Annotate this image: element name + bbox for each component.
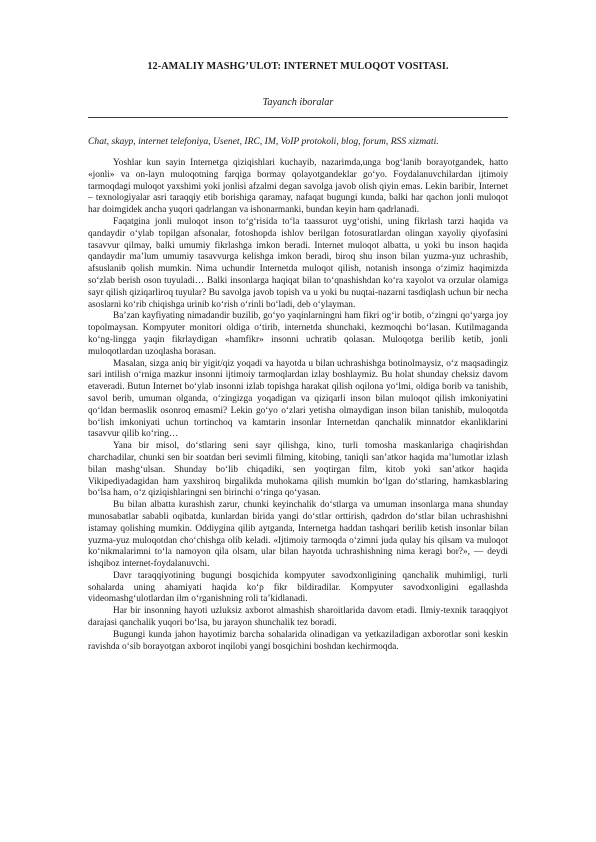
body-text (88, 158, 508, 653)
paragraph: Faqatgina jonli muloqot inson to‘g‘risida to‘la taassurot uyg‘otishi, uning fikrlash tarzi haqida va qandaydir o‘ylab topilgan afsonalar, fotoshopda ishlov berilgan fotosuratlardan olingan xayoliy qiyofasini tasavvur qilmay, balki umumiy fikrlashga imkon beradi. Internet muloqot albatta, u yoki bu inson haqida qandaydir ma’lum umumiy tasavvurga kelishga imkon beradi, biroq shu inson bilan yuzma-yuz uchrashib, afsuslanib qolish mumkin. Nima uchundir Internetda muloqot qilish, notanish insonga o‘zimiz haqimizda so‘zlab berish oson tuyuladi… Balki insonlarga haqiqat bilan to‘qnashishdan ko‘ra xayolot va orzular olamiga sayr qilish qiziqarliroq tuyular? Bu savolga javob topish va u yoki bu nuqtai-nazarni tasdiqlash uchun bir necha asoslarni ko‘rib chiqishga urinib ko‘rish o‘rinli bo‘ladi, deb o‘ylayman. (88, 216, 508, 310)
paragraph: Yana bir misol, do‘stlaring seni sayr qilishga, kino, turli tomosha maskanlariga chaqirishdan charchadilar, chunki sen bir soatdan beri sevimli filming, kitobing, taniqli san’atkor haqida ma’lumotlar izlash bilan mashg‘ulsan. Shunday bo‘lib chiqadiki, sen yoqtirgan film, kitob yoki san’atkor haqida Vikipediyadagidan ham yaxshiroq birgalikda muhokama qilish mumkin bo‘lgan do‘stlaring, hamkasblaring bo‘lsa ham, o‘z qiziqishlaringni sen birinchi o‘ringa qo‘yasan. (88, 441, 508, 499)
paragraph: Bu bilan albatta kurashish zarur, chunki keyinchalik do‘stlarga va umuman insonlarga mana shunday munosabatlar sababli oqibatda, kunlardan birida yangi do‘stlar orttirish, qadrdon do‘stlar bilan uchrashishni istamay qolishing mumkin. Oddiygina qilib aytganda, Internetga haddan tashqari berilib ketish insonlar bilan yuzma-yuz muloqotdan cho‘chishga olib keladi. «Ijtimoiy tarmoqda o‘zimni juda qulay his qilsam va muloqot ko‘nikmalarimni to‘la namoyon qila olsam, ular bilan hayotda uchrashishning nima keragi bor?», — deydi ishqiboz internet-foydalanuvchi. (88, 500, 508, 570)
page-title: 12-AMALIY MASHG’ULOT: INTERNET MULOQOT VOSITASI. (147, 61, 449, 72)
paragraph: Masalan, sizga aniq bir yigit/qiz yoqadi va hayotda u bilan uchrashishga botinolmaysiz, o‘z maqsadingiz sari intilish o‘rniga mazkur insonni ijtimoiy tarmoqlardan izlay boshlaymiz. Bu holat shunday cheksiz davom etaveradi. Butun Internet bo‘ylab insonni izlab topishga harakat qilish oqilona yo‘lmi, oldiga borib va tanishib, savol berib, umuman olganda, o‘zingizga yoqadigan va qiziqarli inson bilan muloqot qilish imkoniyatini qo‘ldan bermaslik osonroq emasmi? Lekin go‘yo o‘zlari yetisha olmaydigan inson bilan tanishib, muloqotda bo‘lish imkoniyati uchun tortinchoq va kamtarin insonlar Internetdan qanchalik minnatdor ekanliklarini tasavvur qilib ko‘ring… (88, 358, 508, 440)
paragraph: Har bir insonning hayoti uzluksiz axborot almashish sharoitlarida davom etadi. Ilmiy-texnik taraqqiyot darajasi qanchalik yuqori bo‘lsa, bu jarayon shunchalik tez boradi. (88, 606, 508, 629)
keywords-line: Chat, skayp, internet telefoniya, Usenet, IRC, IM, VoIP protokoli, blog, forum, RSS xizmati. (88, 136, 439, 147)
paragraph: Davr taraqqiyotining bugungi bosqichida kompyuter savodxonligining qanchalik muhimligi, turli sohalarda uning ahamiyati haqida ko‘p fikr bildiradilar. Kompyuter savodxonligini egallashda videomashg‘ulotlardan ilm o‘rganishning roli ta’kidlanadi. (88, 570, 508, 605)
paragraph: Ba’zan kayfiyating nimadandir buzilib, go‘yo yaqinlarningni ham fikri og‘ir botib, o‘zingni qo‘yarga joy topolmaysan. Kompyuter monitori oldiga o‘tirib, internetda shunchaki, kezmoqchi bo‘lasan. Kutilmaganda ko‘ng-lingga yaqin fikrlaydigan «hamfikr» insonni uchratib qolasan. Muloqotga berilib ketib, jonli muloqotlardan uzoqlasha borasan. (88, 311, 508, 357)
paragraph: Bugungi kunda jahon hayotimiz barcha sohalarida olinadigan va yetkaziladigan axborotlar soni keskin ravishda o‘sib borayotgan axborot inqilobi yangi bosqichini boshdan kechirmoqda. (88, 629, 508, 652)
section-subtitle: Tayanch iboralar (262, 97, 334, 108)
horizontal-rule (88, 117, 508, 118)
paragraph: Yoshlar kun sayin Internetga qiziqishlari kuchayib, nazarimda,unga bog‘lanib borayotgandek, hatto «jonli» va on-layn muloqotning farqiga bormay qolayotgandeklar go‘yo. Foydalanuvchilardan ijtimoiy tarmoqdagi muloqot yaxshimi yoki jonlisi afzalmi degan savolga javob olish qiyin emas. Lekin baribir, Internet – texnologiyalar asri taraqqiy etib borishiga qaramay, nafaqat bugungi kunda, balki har qachon jonli muloqot har doimgidek ancha yuqori qadrlangan va ishonarmanki, bundan keyin ham qadrlanadi. (88, 158, 508, 216)
